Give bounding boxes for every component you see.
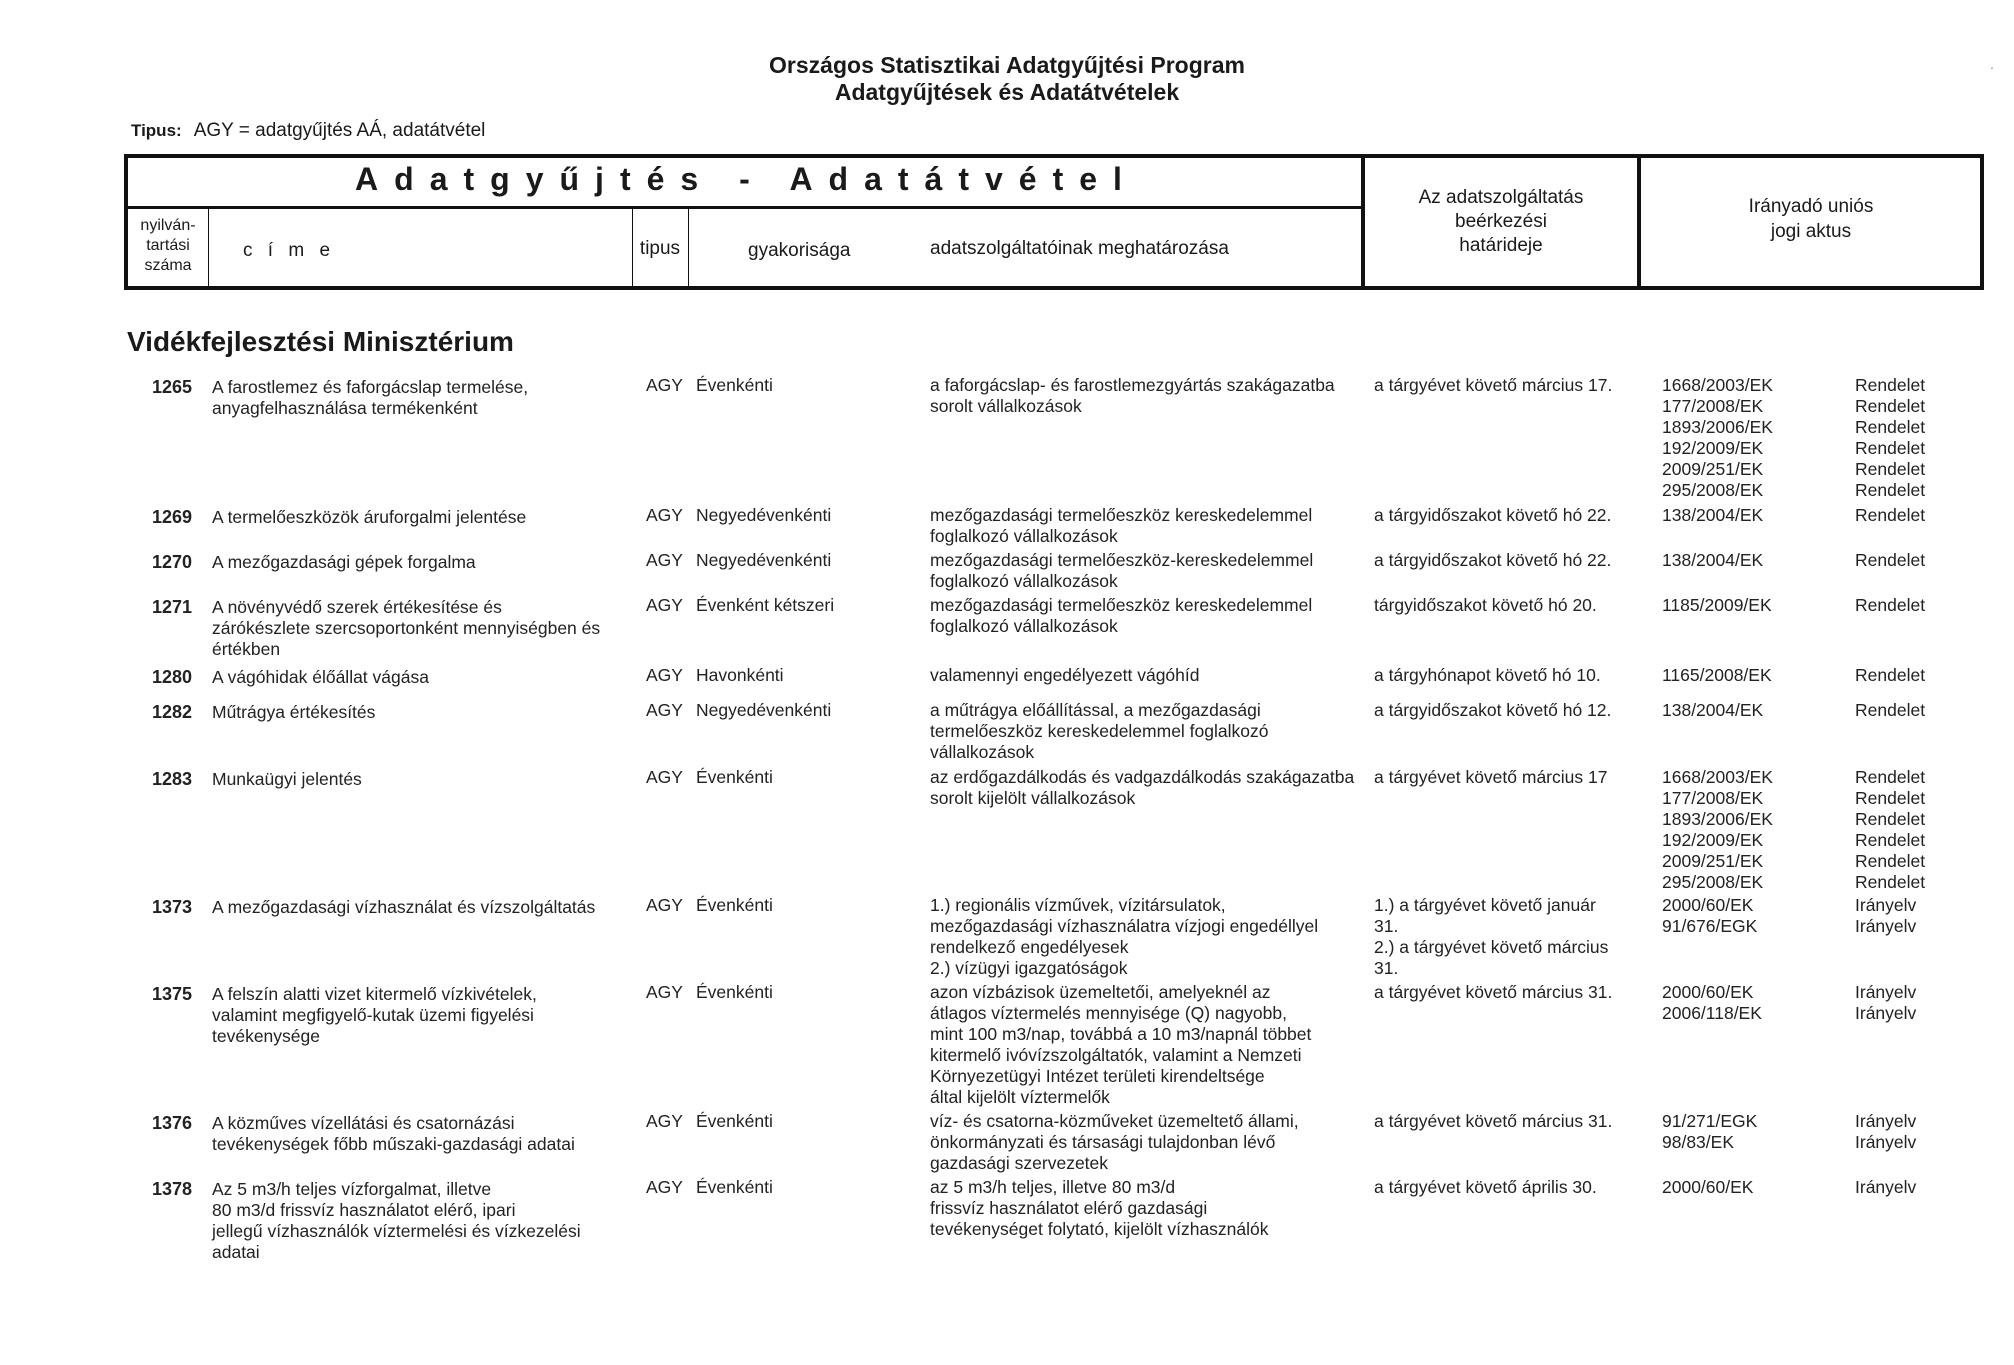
col-header-line: beérkezési	[1455, 211, 1547, 232]
row-act-kinds-line: Irányelv	[1855, 982, 1917, 1002]
row-number: 1265	[152, 377, 193, 397]
row-deadline-line: a tárgyévet követő március 17	[1374, 767, 1608, 787]
row-type: AGY	[646, 767, 683, 787]
row-providers	[930, 1111, 1375, 1174]
row-providers-line: által kijelölt víztermelők	[930, 1087, 1110, 1107]
row-title-line: Az 5 m3/h teljes vízforgalmat, illetve	[212, 1179, 492, 1199]
row-act-kinds-line: Rendelet	[1855, 505, 1926, 525]
row-providers	[930, 982, 1375, 1108]
row-eu-acts-line: 1668/2003/EK	[1662, 767, 1773, 787]
header-divider	[128, 206, 1365, 209]
row-title	[212, 769, 632, 790]
col-header-line: száma	[144, 257, 192, 274]
row-providers-line: mezőgazdasági termelőeszköz-kereskedelemmel	[930, 550, 1314, 570]
row-title	[212, 377, 632, 419]
row-frequency: Évenkénti	[696, 375, 773, 395]
row-deadline-line: a tárgyidőszakot követő hó 22.	[1374, 550, 1612, 570]
row-providers	[930, 767, 1375, 809]
row-frequency: Évenkénti	[696, 767, 773, 787]
col-header-hatarido	[1365, 186, 1637, 258]
row-type: AGY	[646, 665, 683, 685]
row-number: 1271	[152, 597, 193, 617]
row-frequency: Évenkénti	[696, 895, 773, 915]
row-act-kinds-line: Irányelv	[1855, 1003, 1917, 1023]
header-col-sep-3	[688, 208, 689, 286]
row-act-kinds-line: Rendelet	[1855, 700, 1926, 720]
row-eu-acts	[1662, 895, 1757, 937]
row-providers-line: termelőeszköz kereskedelemmel foglalkozó	[930, 721, 1269, 741]
row-frequency: Évenkénti	[696, 1111, 773, 1131]
tipus-text: AGY = adatgyűjtés AÁ, adatátvétel	[193, 120, 486, 141]
row-act-kinds	[1855, 505, 1925, 526]
row-eu-acts-line: 138/2004/EK	[1662, 505, 1764, 525]
row-frequency: Évenkénti	[696, 982, 773, 1002]
row-act-kinds	[1855, 982, 1916, 1024]
row-eu-acts	[1662, 1111, 1757, 1153]
row-act-kinds	[1855, 895, 1916, 937]
row-eu-acts	[1662, 550, 1763, 571]
row-eu-acts	[1662, 1177, 1753, 1198]
row-act-kinds-line: Rendelet	[1855, 809, 1926, 829]
row-providers-line: foglalkozó vállalkozások	[930, 616, 1118, 636]
row-number: 1280	[152, 667, 193, 687]
row-deadline-line: a tárgyidőszakot követő hó 12.	[1374, 700, 1612, 720]
row-providers-line: azon vízbázisok üzemeltetői, amelyeknél az	[930, 982, 1271, 1002]
row-providers-line: sorolt kijelölt vállalkozások	[930, 788, 1136, 808]
row-act-kinds-line: Irányelv	[1855, 1177, 1917, 1197]
row-deadline	[1374, 1177, 1634, 1198]
row-act-kinds-line: Rendelet	[1855, 417, 1926, 437]
row-eu-acts	[1662, 375, 1773, 501]
row-act-kinds-line: Rendelet	[1855, 830, 1926, 850]
row-providers-line: az erdőgazdálkodás és vadgazdálkodás szakágazatba	[930, 767, 1355, 787]
row-eu-acts-line: 2000/60/EK	[1662, 895, 1754, 915]
page-title-line-1: Országos Statisztikai Adatgyűjtési Program	[769, 52, 1245, 78]
row-type: AGY	[646, 700, 683, 720]
row-number: 1283	[152, 769, 193, 789]
row-title-line: jellegű vízhasználók víztermelési és vízkezelési	[212, 1221, 581, 1241]
row-eu-acts	[1662, 982, 1762, 1024]
row-frequency: Évenkénti	[696, 1177, 773, 1197]
row-frequency: Évenként kétszeri	[696, 595, 835, 615]
row-title-line: Munkaügyi jelentés	[212, 769, 362, 789]
row-providers-line: 2.) vízügyi igazgatóságok	[930, 958, 1128, 978]
row-providers-line: mint 100 m3/nap, továbbá a 10 m3/napnál többet	[930, 1024, 1312, 1044]
row-eu-acts-line: 138/2004/EK	[1662, 550, 1764, 570]
row-deadline-line: a tárgyévet követő március 31.	[1374, 1111, 1613, 1131]
col-header-line: nyilván-	[140, 217, 196, 234]
row-type: AGY	[646, 1111, 683, 1131]
col-header-line: tartási	[146, 237, 190, 254]
row-title-line: tevékenysége	[212, 1026, 320, 1046]
row-title-line: anyagfelhasználása termékenként	[212, 398, 478, 418]
row-number: 1270	[152, 552, 193, 572]
row-eu-acts-line: 192/2009/EK	[1662, 830, 1764, 850]
row-act-kinds-line: Rendelet	[1855, 396, 1926, 416]
row-eu-acts-line: 1893/2006/EK	[1662, 809, 1773, 829]
row-eu-acts-line: 2000/60/EK	[1662, 1177, 1754, 1197]
row-type: AGY	[646, 595, 683, 615]
row-deadline	[1374, 700, 1634, 721]
col-header-tipus: tipus	[639, 238, 681, 259]
row-eu-acts-line: 1668/2003/EK	[1662, 375, 1773, 395]
row-act-kinds-line: Rendelet	[1855, 851, 1926, 871]
row-type: AGY	[646, 1177, 683, 1197]
row-eu-acts-line: 177/2008/EK	[1662, 396, 1764, 416]
row-frequency: Havonkénti	[696, 665, 784, 685]
section-title: Vidékfejlesztési Minisztérium	[127, 326, 514, 357]
row-eu-acts	[1662, 767, 1773, 893]
row-eu-acts-line: 2006/118/EK	[1662, 1003, 1762, 1023]
row-act-kinds	[1855, 767, 1925, 893]
row-type: AGY	[646, 375, 683, 395]
row-number: 1375	[152, 984, 193, 1004]
row-providers	[930, 700, 1375, 763]
row-act-kinds-line: Rendelet	[1855, 665, 1926, 685]
row-act-kinds-line: Rendelet	[1855, 872, 1926, 892]
row-providers-line: mezőgazdasági vízhasználatra vízjogi engedéllyel	[930, 916, 1319, 936]
row-providers	[930, 1177, 1375, 1240]
page-title	[0, 52, 2014, 106]
row-number: 1269	[152, 507, 193, 527]
col-header-nyilvantartasi-szama	[128, 216, 208, 276]
row-title	[212, 552, 632, 573]
row-eu-acts-line: 2000/60/EK	[1662, 982, 1754, 1002]
row-deadline	[1374, 767, 1634, 788]
row-eu-acts	[1662, 700, 1763, 721]
row-deadline	[1374, 505, 1634, 526]
row-deadline-line: a tárgyévet követő április 30.	[1374, 1177, 1597, 1197]
row-eu-acts-line: 295/2008/EK	[1662, 480, 1764, 500]
row-deadline-line: 1.) a tárgyévet követő január	[1374, 895, 1596, 915]
row-providers-line: mezőgazdasági termelőeszköz kereskedelemmel	[930, 505, 1313, 525]
row-providers-line: mezőgazdasági termelőeszköz kereskedelemmel	[930, 595, 1313, 615]
row-title-line: A termelőeszközök áruforgalmi jelentése	[212, 507, 527, 527]
row-title	[212, 984, 632, 1047]
row-act-kinds-line: Irányelv	[1855, 916, 1917, 936]
row-title	[212, 597, 632, 660]
row-providers-line: Környezetügyi Intézet területi kirendeltsége	[930, 1066, 1265, 1086]
row-act-kinds	[1855, 550, 1925, 571]
row-eu-acts-line: 192/2009/EK	[1662, 438, 1764, 458]
row-deadline	[1374, 895, 1634, 979]
row-type: AGY	[646, 550, 683, 570]
row-title-line: A mezőgazdasági vízhasználat és vízszolgáltatás	[212, 897, 596, 917]
row-act-kinds	[1855, 375, 1925, 501]
row-providers-line: gazdasági szervezetek	[930, 1153, 1109, 1173]
row-number: 1378	[152, 1179, 193, 1199]
row-title-line: zárókészlete szercsoportonként mennyiségben és	[212, 618, 601, 638]
row-eu-acts	[1662, 595, 1772, 616]
row-deadline-line: 31.	[1374, 916, 1399, 936]
row-providers	[930, 595, 1375, 637]
row-providers-line: rendelkező engedélyesek	[930, 937, 1129, 957]
row-title-line: A felszín alatti vizet kitermelő vízkivételek,	[212, 984, 537, 1004]
row-deadline	[1374, 665, 1634, 686]
row-number: 1373	[152, 897, 193, 917]
table-big-title: Adatgyűjtés - Adatátvétel	[355, 161, 1138, 197]
row-act-kinds-line: Rendelet	[1855, 595, 1926, 615]
row-act-kinds	[1855, 1111, 1916, 1153]
row-act-kinds-line: Rendelet	[1855, 550, 1926, 570]
row-eu-acts-line: 295/2008/EK	[1662, 872, 1764, 892]
row-number: 1376	[152, 1113, 193, 1133]
row-providers	[930, 550, 1375, 592]
col-header-gyakorisaga: gyakorisága	[748, 240, 851, 261]
col-header-unios-jogi-aktus	[1641, 194, 1981, 244]
row-type: AGY	[646, 982, 683, 1002]
row-act-kinds-line: Irányelv	[1855, 1111, 1917, 1131]
row-act-kinds	[1855, 665, 1925, 686]
row-title-line: értékben	[212, 639, 281, 659]
row-title-line: tevékenységek főbb műszaki-gazdasági adatai	[212, 1134, 575, 1154]
col-header-line: jogi aktus	[1770, 221, 1852, 242]
table-header	[124, 154, 1984, 290]
row-title-line: A farostlemez és faforgácslap termelése,	[212, 377, 529, 397]
row-title-line: adatai	[212, 1242, 260, 1262]
row-title	[212, 507, 632, 528]
row-providers	[930, 665, 1375, 686]
row-title-line: A vágóhidak élőállat vágása	[212, 667, 429, 687]
row-title-line: A növényvédő szerek értékesítése és	[212, 597, 502, 617]
col-header-line: Az adatszolgáltatás	[1418, 187, 1584, 208]
row-eu-acts-line: 138/2004/EK	[1662, 700, 1764, 720]
page-title-line-2: Adatgyűjtések és Adatátvételek	[834, 79, 1180, 105]
row-title-line: 80 m3/d frissvíz használatot elérő, ipari	[212, 1200, 516, 1220]
row-deadline	[1374, 550, 1634, 571]
row-eu-acts-line: 98/83/EK	[1662, 1132, 1734, 1152]
row-act-kinds-line: Rendelet	[1855, 767, 1926, 787]
row-type: AGY	[646, 895, 683, 915]
row-title-line: A mezőgazdasági gépek forgalma	[212, 552, 476, 572]
row-providers-line: kitermelő ivóvízszolgáltatók, valamint a Nemzeti	[930, 1045, 1302, 1065]
row-act-kinds	[1855, 700, 1925, 721]
row-act-kinds-line: Rendelet	[1855, 480, 1926, 500]
row-eu-acts-line: 1185/2009/EK	[1662, 595, 1772, 615]
row-frequency: Negyedévenkénti	[696, 700, 832, 720]
row-act-kinds	[1855, 595, 1925, 616]
row-deadline-line: a tárgyévet követő március 31.	[1374, 982, 1613, 1002]
row-title-line: Műtrágya értékesítés	[212, 702, 376, 722]
stray-mark: .	[1990, 56, 1994, 72]
row-eu-acts-line: 91/271/EGK	[1662, 1111, 1758, 1131]
row-frequency: Negyedévenkénti	[696, 550, 832, 570]
row-eu-acts	[1662, 665, 1772, 686]
row-providers-line: víz- és csatorna-közműveket üzemeltető állami,	[930, 1111, 1299, 1131]
row-providers-line: 1.) regionális vízművek, vízitársulatok,	[930, 895, 1226, 915]
row-providers-line: tevékenységet folytató, kijelölt vízhasználók	[930, 1219, 1269, 1239]
row-providers-line: önkormányzati és társasági tulajdonban lévő	[930, 1132, 1276, 1152]
row-eu-acts-line: 177/2008/EK	[1662, 788, 1764, 808]
row-deadline	[1374, 982, 1634, 1003]
row-providers-line: átlagos víztermelés mennyisége (Q) nagyobb,	[930, 1003, 1287, 1023]
row-providers-line: vállalkozások	[930, 742, 1035, 762]
row-deadline-line: 31.	[1374, 958, 1399, 978]
row-providers-line: valamennyi engedélyezett vágóhíd	[930, 665, 1200, 685]
row-providers-line: az 5 m3/h teljes, illetve 80 m3/d	[930, 1177, 1176, 1197]
row-eu-acts	[1662, 505, 1763, 526]
row-providers-line: frissvíz használatot elérő gazdasági	[930, 1198, 1208, 1218]
row-providers-line: foglalkozó vállalkozások	[930, 571, 1118, 591]
row-providers	[930, 895, 1375, 979]
row-deadline	[1374, 1111, 1634, 1132]
row-deadline	[1374, 595, 1634, 616]
row-providers	[930, 505, 1375, 547]
row-title	[212, 1179, 632, 1263]
row-title-line: valamint megfigyelő-kutak üzemi figyelési	[212, 1005, 534, 1025]
row-eu-acts-line: 2009/251/EK	[1662, 459, 1764, 479]
col-header-line: Irányadó uniós	[1748, 196, 1874, 217]
row-eu-acts-line: 2009/251/EK	[1662, 851, 1764, 871]
row-title	[212, 897, 632, 918]
row-providers-line: a faforgácslap- és farostlemezgyártás szakágazatba	[930, 375, 1335, 395]
row-act-kinds-line: Rendelet	[1855, 788, 1926, 808]
row-providers-line: a műtrágya előállítással, a mezőgazdasági	[930, 700, 1261, 720]
row-act-kinds-line: Irányelv	[1855, 1132, 1917, 1152]
tipus-legend	[131, 120, 485, 142]
row-number: 1282	[152, 702, 193, 722]
row-act-kinds	[1855, 1177, 1916, 1198]
row-deadline-line: a tárgyidőszakot követő hó 22.	[1374, 505, 1612, 525]
row-title	[212, 702, 632, 723]
col-header-line: határideje	[1459, 235, 1543, 256]
row-eu-acts-line: 1893/2006/EK	[1662, 417, 1773, 437]
col-header-cime: c í m e	[243, 240, 336, 261]
row-eu-acts-line: 91/676/EGK	[1662, 916, 1758, 936]
row-act-kinds-line: Rendelet	[1855, 459, 1926, 479]
row-type: AGY	[646, 505, 683, 525]
row-deadline-line: a tárgyhónapot követő hó 10.	[1374, 665, 1601, 685]
row-eu-acts-line: 1165/2008/EK	[1662, 665, 1772, 685]
row-title-line: A közműves vízellátási és csatornázási	[212, 1113, 515, 1133]
row-deadline-line: a tárgyévet követő március 17.	[1374, 375, 1613, 395]
row-act-kinds-line: Irányelv	[1855, 895, 1917, 915]
header-col-sep-1	[208, 208, 209, 286]
row-deadline-line: 2.) a tárgyévet követő március	[1374, 937, 1609, 957]
row-frequency: Negyedévenkénti	[696, 505, 832, 525]
row-act-kinds-line: Rendelet	[1855, 375, 1926, 395]
row-providers-line: sorolt vállalkozások	[930, 396, 1082, 416]
row-providers	[930, 375, 1375, 417]
row-deadline-line: tárgyidőszakot követő hó 20.	[1374, 595, 1597, 615]
row-title	[212, 1113, 632, 1155]
col-header-adatszolgaltatoinak: adatszolgáltatóinak meghatározása	[930, 238, 1229, 259]
row-title	[212, 667, 632, 688]
row-providers-line: foglalkozó vállalkozások	[930, 526, 1118, 546]
tipus-label: Tipus:	[131, 121, 182, 140]
row-act-kinds-line: Rendelet	[1855, 438, 1926, 458]
row-deadline	[1374, 375, 1634, 396]
